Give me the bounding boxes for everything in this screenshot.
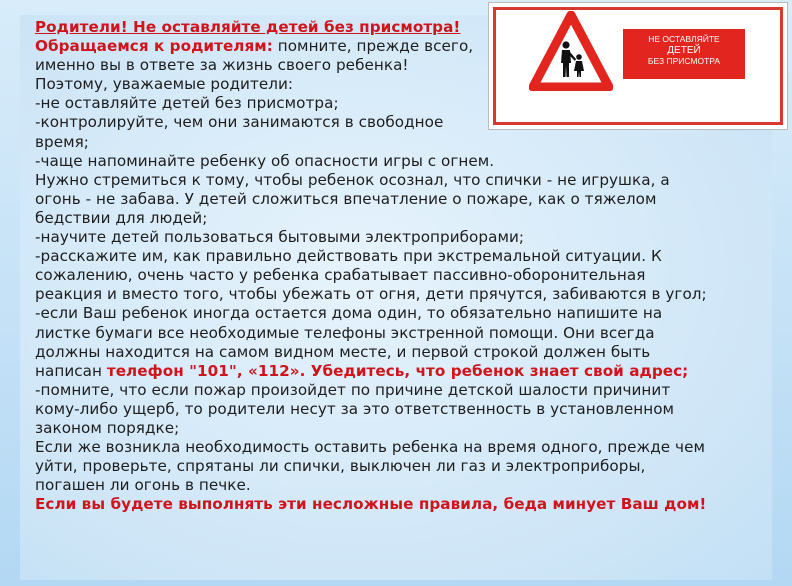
text-line: -чаще напоминайте ребенку об опасности игры с огнем. (35, 151, 495, 170)
emergency-phones: телефон "101", «112». Убедитесь, что ребенок знает свой адрес; (106, 361, 689, 380)
children-warning-triangle-icon (529, 11, 613, 91)
text-line: написан (35, 361, 107, 380)
closing-line: Если вы будете выполнять эти несложные правила, беда минует Ваш дом! (35, 495, 707, 514)
text-line: уйти, проверьте, спрятаны ли спички, выключен ли газ и электроприборы, (35, 457, 646, 476)
text-line: -если Ваш ребенок иногда остается дома один, то обязательно напишите на (35, 304, 663, 323)
sign-label-line: НЕ ОСТАВЛЯЙТЕ (648, 34, 720, 44)
sign-label-line: ДЕТЕЙ (667, 45, 701, 56)
text-line: -расскажите им, как правильно действовать при экстремальной ситуации. К (35, 247, 662, 266)
text-line: бедствии для людей; (35, 208, 208, 227)
text-line: реакция и вместо того, чтобы убежать от огня, дети прячутся, забиваются в угол; (35, 285, 707, 304)
sign-label (623, 29, 745, 79)
text-line: Нужно стремиться к тому, чтобы ребенок осознал, что спички - не игрушка, а (35, 170, 670, 189)
text-line: законом порядке; (35, 418, 180, 437)
appeal-label: Обращаемся к родителям: (35, 37, 273, 56)
text-line: огонь - не забава. У детей сложиться впечатление о пожаре, как о тяжелом (35, 189, 657, 208)
appeal-text: помните, прежде всего, (272, 37, 474, 56)
text-line: время; (35, 132, 89, 151)
text-line: -не оставляйте детей без присмотра; (35, 94, 339, 113)
text-line: листке бумаги все необходимые телефоны экстренной помощи. Они всегда (35, 323, 655, 342)
text-line: Поэтому, уважаемые родители: (35, 75, 294, 94)
sign-label-line: БЕЗ ПРИСМОТРА (647, 56, 721, 66)
warning-sign (488, 2, 788, 130)
text-line: погашен ли огонь в печке. (35, 476, 251, 495)
doc-title: Родители! Не оставляйте детей без присмотра! (35, 18, 461, 36)
text-line: Если же возникла необходимость оставить ребенка на время одного, прежде чем (35, 438, 705, 457)
text-line: -научите детей пользоваться бытовыми электроприборами; (35, 228, 525, 247)
text-line: именно вы в ответе за жизнь своего ребенка! (35, 56, 409, 75)
text-line: сожалению, очень часто у ребенка срабатывает пассивно-оборонительная (35, 266, 646, 285)
text-line: кому-либо ущерб, то родители несут за это ответственность в установленном (35, 399, 675, 418)
text-line: -контролируйте, чем они занимаются в свободное (35, 113, 444, 132)
text-line: должны находится на самом видном месте, и первой строкой должен быть (35, 342, 651, 361)
text-line: -помните, что если пожар произойдет по причине детской шалости причинит (35, 380, 671, 399)
